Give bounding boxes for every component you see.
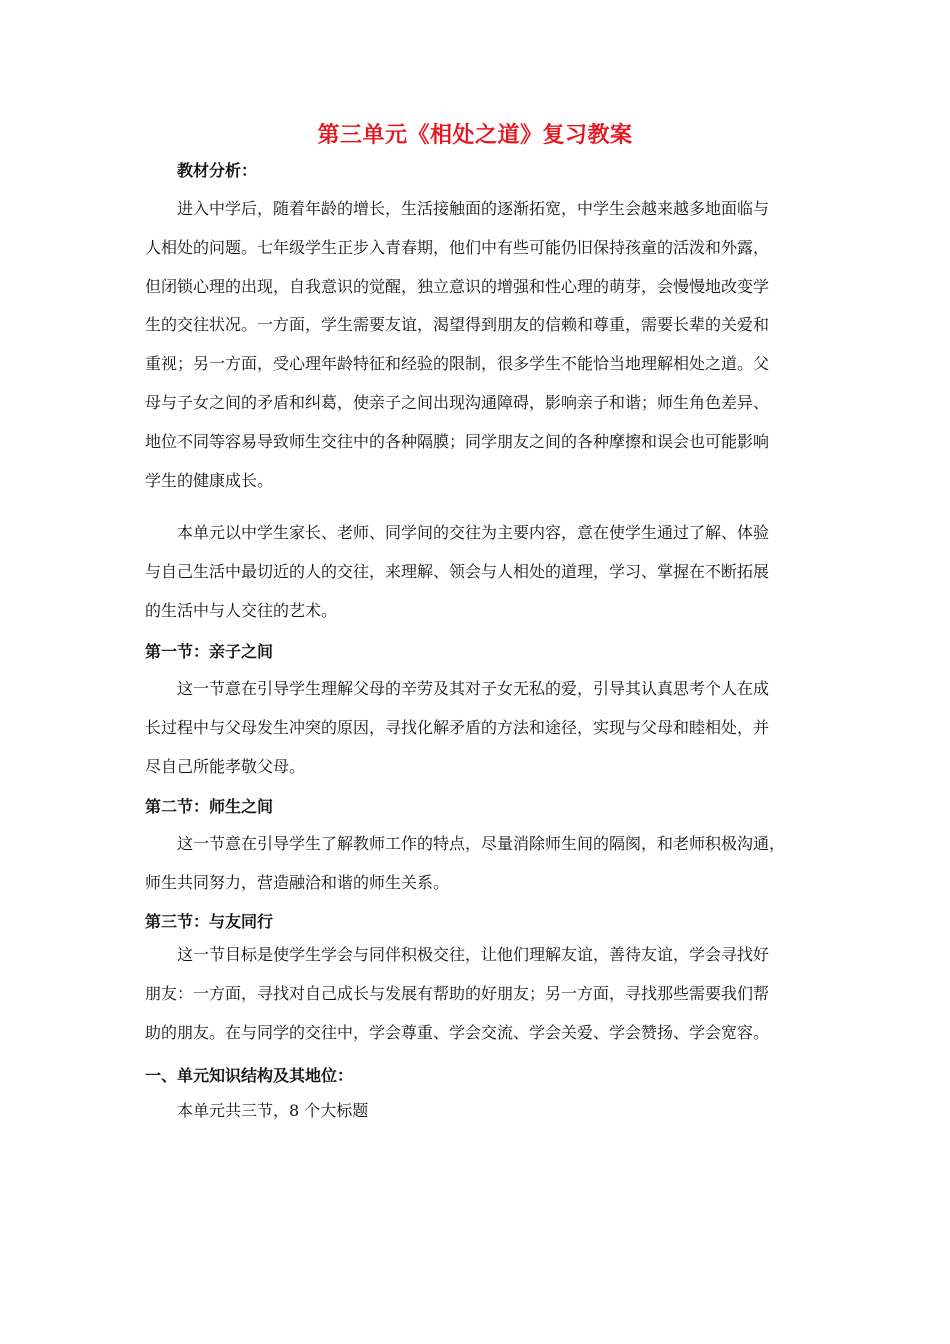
section1-heading: 第一节：亲子之间 — [145, 642, 274, 661]
paragraph-line: 师生共同努力，营造融洽和谐的师生关系。 — [145, 872, 450, 892]
paragraph-line: 朋友：一方面，寻找对自己成长与发展有帮助的好朋友；另一方面，寻找那些需要我们帮 — [145, 983, 770, 1003]
paragraph-line: 地位不同等容易导致师生交往中的各种隔膜；同学朋友之间的各种摩擦和误会也可能影响 — [145, 431, 770, 451]
paragraph-line: 这一节目标是使学生学会与同伴积极交往，让他们理解友谊，善待友谊，学会寻找好 — [177, 945, 770, 964]
paragraph-line: 但闭锁心理的出现，自我意识的觉醒，独立意识的增强和性心理的萌芽，会慢慢地改变学 — [145, 276, 770, 296]
paragraph-line: 学生的健康成长。 — [145, 470, 274, 490]
paragraph-line: 本单元共三节，8 个大标题 — [177, 1101, 369, 1120]
paragraph-line: 人相处的问题。七年级学生正步入青春期，他们中有些可能仍旧保持孩童的活泼和外露， — [145, 237, 770, 257]
paragraph-line: 这一节意在引导学生了解教师工作的特点，尽量消除师生间的隔阂，和老师积极沟通， — [177, 834, 786, 853]
paragraph-line: 助的朋友。在与同学的交往中，学会尊重、学会交流、学会关爱、学会赞扬、学会宽容。 — [145, 1022, 770, 1042]
structure-paragraph — [145, 1092, 820, 1131]
section2-heading: 第二节：师生之间 — [145, 797, 274, 816]
paragraph-line: 母与子女之间的矛盾和纠葛，使亲子之间出现沟通障碍，影响亲子和谐；师生角色差异、 — [145, 392, 770, 412]
paragraph-line: 进入中学后，随着年龄的增长，生活接触面的逐渐拓宽，中学生会越来越多地面临与 — [177, 199, 770, 218]
paragraph-line: 生的交往状况。一方面，学生需要友谊，渴望得到朋友的信赖和尊重，需要长辈的关爱和 — [145, 315, 770, 335]
paragraph-line: 长过程中与父母发生冲突的原因，寻找化解矛盾的方法和途径，实现与父母和睦相处，并 — [145, 717, 770, 737]
analysis-paragraph-1 — [145, 190, 820, 500]
paragraph-line: 尽自己所能孝敬父母。 — [145, 756, 306, 776]
analysis-paragraph-2 — [145, 514, 820, 630]
paragraph-line: 重视；另一方面，受心理年龄特征和经验的限制，很多学生不能恰当地理解相处之道。父 — [145, 354, 770, 374]
analysis-heading: 教材分析： — [177, 161, 258, 180]
paragraph-line: 的生活中与人交往的艺术。 — [145, 600, 338, 620]
paragraph-line: 与自己生活中最切近的人的交往，来理解、领会与人相处的道理，学习、掌握在不断拓展 — [145, 561, 770, 581]
paragraph-line: 本单元以中学生家长、老师、同学间的交往为主要内容，意在使学生通过了解、体验 — [177, 523, 770, 542]
section2-paragraph — [145, 825, 820, 903]
section3-paragraph — [145, 936, 820, 1052]
document-title: 第三单元《相处之道》复习教案 — [317, 123, 633, 148]
section3-heading: 第三节：与友同行 — [145, 912, 274, 931]
paragraph-line: 这一节意在引导学生理解父母的辛劳及其对子女无私的爱，引导其认真思考个人在成 — [177, 679, 770, 698]
section1-paragraph — [145, 670, 820, 786]
structure-heading: 一、单元知识结构及其地位： — [145, 1066, 354, 1085]
